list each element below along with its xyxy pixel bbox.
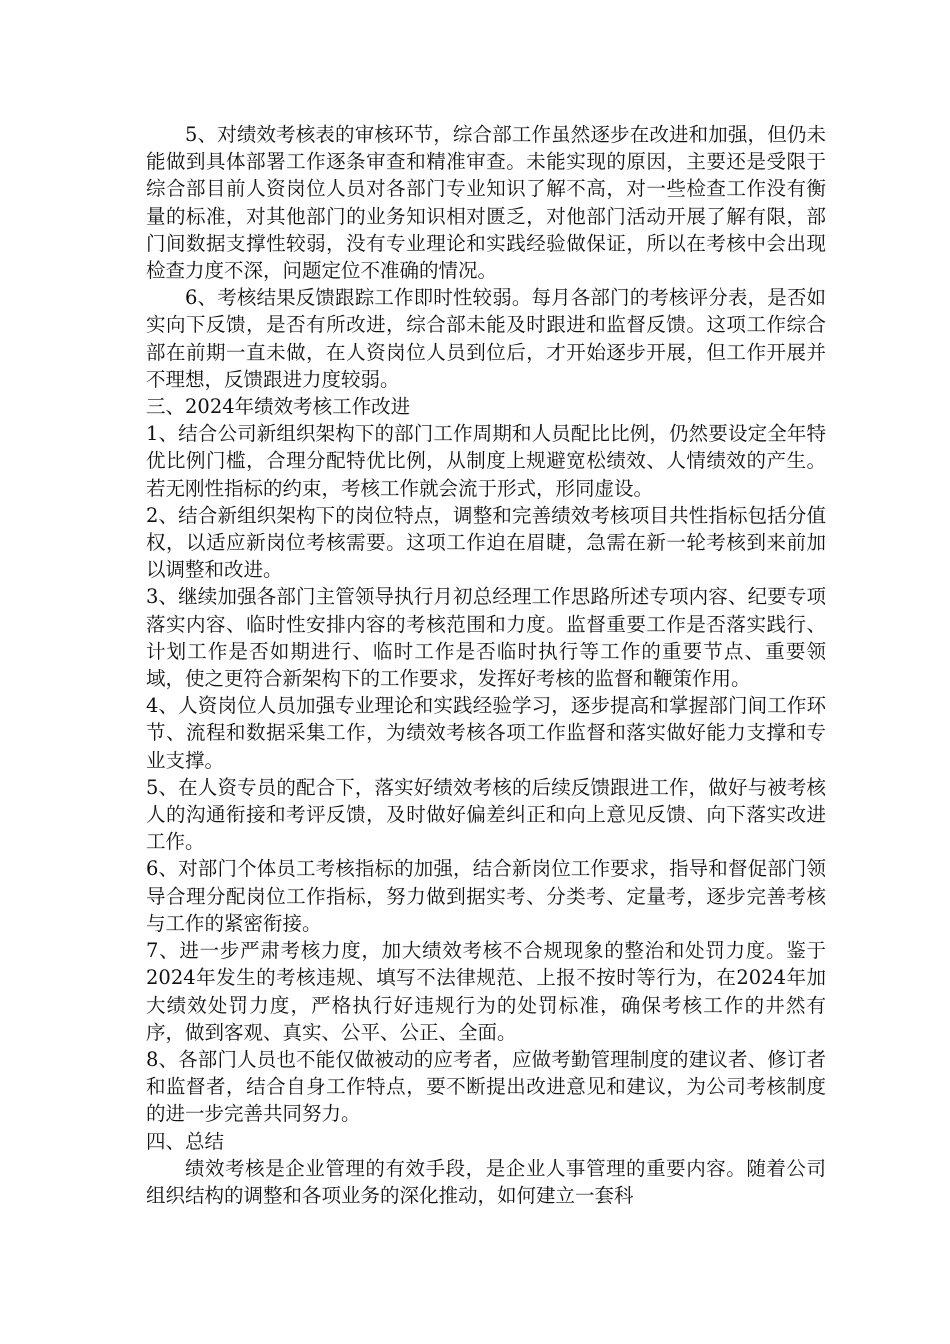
improvement-item-8: 8、各部门人员也不能仅做被动的应考者，应做考勤管理制度的建议者、修订者和监督者，结合自身工作特点，要不断提出改进意见和建议，为公司考核制度的进一步完善共同努力。 <box>146 1047 826 1126</box>
improvement-item-2: 2、结合新组织架构下的岗位特点，调整和完善绩效考核项目共性指标包括分值权，以适应新岗位考核需要。这项工作迫在眉睫，急需在新一轮考核到来前加以调整和改进。 <box>146 503 826 582</box>
improvement-item-1: 1、结合公司新组织架构下的部门工作周期和人员配比比例，仍然要设定全年特优比例门槛，合理分配特优比例，从制度上规避宽松绩效、人情绩效的产生。若无刚性指标的约束，考核工作就会流于形式，形同虚设。 <box>146 422 826 500</box>
paragraph-review-step: 5、对绩效考核表的审核环节，综合部工作虽然逐步在改进和加强，但仍未能做到具体部署工作逐条审查和精准审查。未能实现的原因，主要还是受限于综合部目前人资岗位人员对各部门专业知识了解不高，对一些检查工作没有衡量的标准，对其他部门的业务知识相对匮乏，对他部门活动开展了解有限，部门间数据支撑性较弱，没有专业理论和实践经验做保证，所以在考核中会出现检查力度不深，问题定位不准确的情况。 <box>146 123 826 283</box>
paragraph-summary: 绩效考核是企业管理的有效手段，是企业人事管理的重要内容。随着公司组织结构的调整和各项业务的深化推动，如何建立一套科 <box>146 1156 826 1207</box>
improvement-item-3: 3、继续加强各部门主管领导执行月初总经理工作思路所述专项内容、纪要专项落实内容、临时性安排内容的考核范围和力度。监督重要工作是否落实践行、计划工作是否如期进行、临时工作是否临时执行等工作的重要节点、重要领域，使之更符合新架构下的工作要求，发挥好考核的监督和鞭策作用。 <box>146 585 826 691</box>
paragraph-feedback-tracking: 6、考核结果反馈跟踪工作即时性较弱。每月各部门的考核评分表，是否如实向下反馈，是否有所改进，综合部未能及时跟进和监督反馈。这项工作综合部在前期一直未做，在人资岗位人员到位后，才开始逐步开展，但工作开展并不理想，反馈跟进力度较弱。 <box>146 286 826 391</box>
improvement-item-4: 4、人资岗位人员加强专业理论和实践经验学习，逐步提高和掌握部门间工作环节、流程和数据采集工作，为绩效考核各项工作监督和落实做好能力支撑和专业支撑。 <box>146 694 826 772</box>
document-page <box>146 121 826 1209</box>
improvement-item-5: 5、在人资专员的配合下，落实好绩效考核的后续反馈跟进工作，做好与被考核人的沟通衔接和考评反馈，及时做好偏差纠正和向上意见反馈、向下落实改进工作。 <box>146 775 826 854</box>
improvement-item-6: 6、对部门个体员工考核指标的加强，结合新岗位工作要求，指导和督促部门领导合理分配岗位工作指标，努力做到据实考、分类考、定量考，逐步完善考核与工作的紧密衔接。 <box>146 857 826 935</box>
improvement-item-7: 7、进一步严肃考核力度，加大绩效考核不合规现象的整治和处罚力度。鉴于2024年发生的考核违规、填写不法律规范、上报不按时等行为，在2024年加大绩效处罚力度，严格执行好违规行为的处罚标准，确保考核工作的井然有序，做到客观、真实、公平、公正、全面。 <box>146 939 826 1044</box>
section-heading-summary: 四、总结 <box>146 1129 225 1153</box>
section-heading-improvements: 三、2024年绩效考核工作改进 <box>146 395 411 419</box>
